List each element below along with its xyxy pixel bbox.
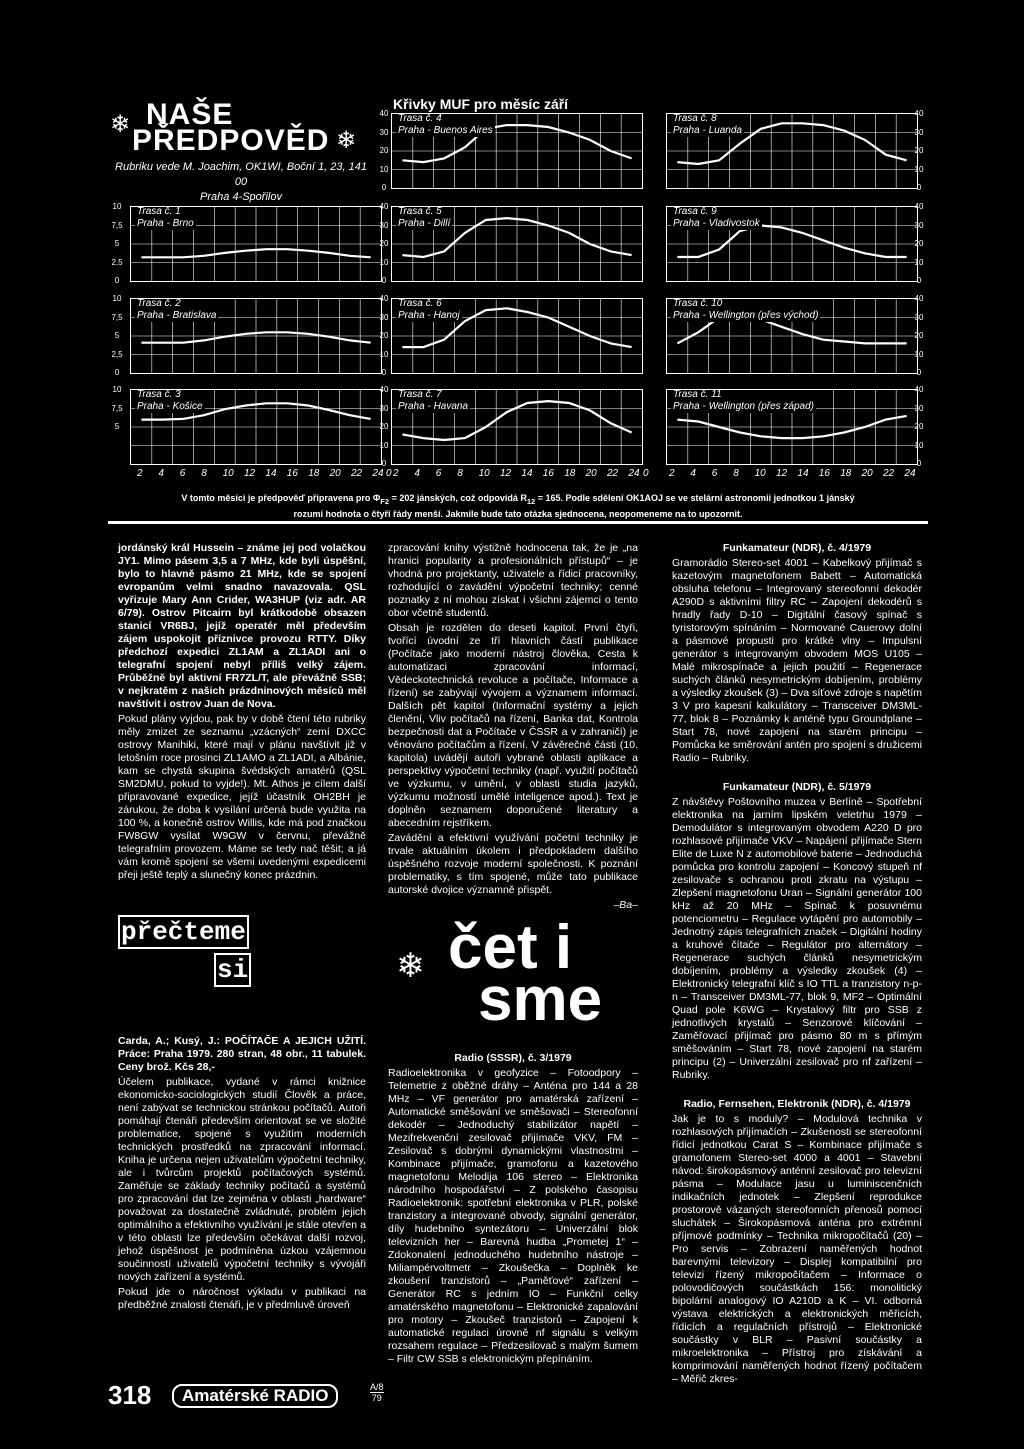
x-tick: 24 xyxy=(372,468,384,479)
magazine-logo: Amatérské RADIO xyxy=(172,1384,338,1408)
footer xyxy=(108,1380,408,1416)
route-name: Praha - Košice xyxy=(137,401,203,412)
x-tick: 20 xyxy=(861,468,873,479)
muf-chart xyxy=(391,298,643,374)
issue-bottom: 79 xyxy=(371,1393,382,1403)
x-tick: 10 xyxy=(222,468,234,479)
x-tick: 16 xyxy=(286,468,298,479)
dx-news-paragraph: jordánský král Hussein – známe jej pod volačkou JY1. Mimo pásem 3,5 a 7 MHz, kde byli úspěšní, bylo to hlavně pásmo 21 MHz, kde se spojení evropanům velmi snadno navazovala. QSL vyřizuje Mary Ann Crider, WA3HUP (viz adr. AR 6/79). Ostrov Pitcairn byl krátkodobě obsazen stanicí VR6BJ, jejíž operatér měl především zájem uspokojit příznivce provozu RTTY. Díky předchozí expedici ZL1AM a ZL1ADI ani o telegrafní spojení nebyl příliš velký zájem. Průběžně byl aktivní FR7ZL/T, ale převážně SSB; v nejkratěm z našich prázdninových měsíců měl navštívit i ostrov Juan de Nova. xyxy=(118,542,366,710)
chart-label xyxy=(135,298,218,322)
column-1 xyxy=(118,542,366,884)
y-tick-right: 30 xyxy=(914,312,924,322)
route-name: Praha - Vladivostok xyxy=(673,218,760,229)
book-review-paragraph-2: Pokud jde o náročnost výkladu v publikaci na předběžné znalosti čtenáři, je v předmluvě úroveň xyxy=(118,1286,366,1311)
y-tick-mid: 40 xyxy=(379,294,389,303)
y-tick-right: 20 xyxy=(914,331,924,340)
route-number: Trasa č. 5 xyxy=(398,206,442,217)
muf-chart xyxy=(666,206,918,282)
x-tick: 22 xyxy=(607,468,619,479)
rfe-contents: Jak je to s moduly? – Modulová technika v rozhlasových přijímačích – Zkušenosti se stereofonní řídicí jednotkou Carat S – Kombinace přijímače s gramofonem Stereo-set 4000 a 4001 – Stavební návod: širokopásmový anténní zesilovač pro televizní pásma – Modulace jasu u luminiscenčních indikačních jednotek – Zlepšení reprodukce prostorově vázaných stereofonních přenosů pomocí sluchátek – Širokopásmová anténa pro extrémní příjmové podmínky – Technika mikropočítačů (20) – Pro servis – Zobrazení naměřených hodnot barevnými televizory – Displej kompatibilní pro televizi řízený mikropočítačem – Informace o polovodičových součástkách 156: monolitický bipolární analogový IO A210D a K – VI. odborná výstava elektrických a elektronických měřicích, řídicích a regulačních přístrojů – Elektronické součástky v BLR – Pasivní součástky a mikroelektronika – Přístroj pro získávání a komprimování naměřených hodnot řízený počítačem – Měřič zkres- xyxy=(672,1113,922,1385)
y-tick-mid: 20 xyxy=(379,331,389,340)
rfe-heading: Radio, Fernsehen, Elektronik (NDR), č. 4/1979 xyxy=(683,1098,911,1110)
y-tick-right: 0 xyxy=(916,459,922,468)
x-tick: 8 xyxy=(457,468,463,479)
note-text-b: = 202 jánských, což odpovídá R xyxy=(389,493,527,503)
y-tick-right: 30 xyxy=(914,127,924,137)
note-sub-f2: F2 xyxy=(380,496,390,506)
y-tick-mid: 0 xyxy=(381,276,387,285)
column-credit xyxy=(110,160,372,205)
y-tick-right: 0 xyxy=(916,276,922,285)
cetli-jsme-logo xyxy=(388,913,628,1034)
muf-chart xyxy=(666,389,918,465)
x-tick: 10 xyxy=(754,468,766,479)
muf-chart xyxy=(130,298,382,374)
muf-chart xyxy=(130,389,382,465)
y-tick-mid: 0 xyxy=(381,459,387,468)
y-tick-mid: 20 xyxy=(379,239,389,248)
note-text-a: V tomto měsíci je předpověď připravena pro Φ xyxy=(181,493,381,503)
route-number: Trasa č. 9 xyxy=(673,206,717,217)
y-tick-left: 7,5 xyxy=(111,220,123,230)
y-tick-left: 5 xyxy=(114,239,120,248)
x-tick: 4 xyxy=(158,468,164,479)
precteme-si-logo xyxy=(117,915,363,985)
x-tick: 0 xyxy=(386,468,392,479)
y-tick-right: 10 xyxy=(914,257,924,267)
route-number: Trasa č. 11 xyxy=(673,389,722,400)
y-tick-left: 10 xyxy=(112,202,122,211)
x-tick: 8 xyxy=(201,468,207,479)
y-tick-mid: 30 xyxy=(379,127,389,137)
x-tick: 12 xyxy=(500,468,512,479)
credit-line2: Praha 4-Spořilov xyxy=(200,191,282,203)
route-number: Trasa č. 8 xyxy=(673,113,717,124)
sme-word: sme xyxy=(478,965,603,1034)
y-tick-mid: 10 xyxy=(379,257,389,267)
chart-label xyxy=(671,298,820,322)
x-tick: 4 xyxy=(414,468,420,479)
y-tick-right: 20 xyxy=(914,239,924,248)
y-tick-mid: 0 xyxy=(381,183,387,192)
y-tick-right: 30 xyxy=(914,220,924,230)
forecast-note xyxy=(108,492,928,521)
cet-word: čet i xyxy=(448,913,573,982)
radio-contents: Radioelektronika v geofyzice – Fotoodpory – Telemetrie z oběžné dráhy – Anténa pro 144 a 28 MHz – VF generátor pro amatérská zařízení – Automatické směšování ve směšovači – Stereofonní dekodér – Jednoduchý stabilizátor napětí – Mezifrekvenční zesilovač přijímače VKV, FM – Zesilovač s dobrými dynamickými vlastnostmi – Kombinace přijímače, gramofonu a kazetového magnetofonu Melodija 106 stereo – Elektronika národního hospodářství – Z polského časopisu Radioelektronik: spotřební elektronika v PLR, polské tranzistory a integrované obvody, signální generátor, díly hudebního syntezátoru – Univerzální blok televizních her – Barevná hudba „Prometej 1“ – Zdokonalení jednoduchého hudebního nástroje – Miliampérvoltmetr – Zkoušečka – Doplněk ke zkoušení tranzistorů – „Paměťové“ zařízení – Generátor RC s jedním IO – Funkční celky amatérského magnetofonu – Elektronické zapalování pro motory – Zkoušeč tranzistorů – Zapojení k automatické regulaci úrovně nf signálu s velkým rozsahem regulace – Předzesilovač s malým šumem – Filtr CW SSB s elektronickým přepínáním. xyxy=(388,1067,638,1365)
y-tick-left: 5 xyxy=(114,331,120,340)
muf-chart xyxy=(666,113,918,189)
route-number: Trasa č. 1 xyxy=(137,206,181,217)
issue-top: A/8 xyxy=(370,1382,384,1392)
x-tick: 14 xyxy=(265,468,277,479)
x-tick: 6 xyxy=(711,468,718,479)
x-tick: 14 xyxy=(797,468,809,479)
chart-label xyxy=(671,389,816,413)
y-tick-right: 10 xyxy=(914,164,924,174)
y-tick-mid: 20 xyxy=(379,422,389,431)
route-number: Trasa č. 6 xyxy=(398,298,442,309)
y-tick-right: 40 xyxy=(914,202,924,211)
book-reference: Carda, A.; Kusý, J.: POČÍTAČE A JEJICH UŽITÍ. Práce: Praha 1979. 280 stran, 48 obr., 11 tabulek. Ceny brož. Kčs 28,- xyxy=(118,1035,366,1073)
y-tick-mid: 40 xyxy=(379,202,389,211)
review-paragraph-2: Obsah je rozdělen do deseti kapitol. První čtyři, tvořící úvodní ze tří hlavních částí publikace (Počítače jako moderní nástroj člověka, Cesta k automatizaci zpracování informací, Vědeckotechnická revoluce a počítače, Informace a řízení) se zabývají vývojem a významem informací. Dalších pět kapitol (Informační systémy a jejich členění, Vliv počítačů na řízení, Banka dat, Kontrola bezpečnosti dat a Počítače v ČSSR a v zahraničí) je věnováno počítačům a řízení. V závěrečné části (10. kapitola) uvádějí autoři vybrané oblasti aplikace a perspektivy výpočetní techniky (např. využití počítačů ve výzkumu, v umění, v oblasti studia jazyků, výzkumu možností umělé inteligence apod.). Text je doplněn seznamem doporučené literatury a abecedním rejstříkem. xyxy=(388,622,638,829)
route-name: Praha - Hanoj xyxy=(398,310,460,321)
route-number: Trasa č. 7 xyxy=(398,389,442,400)
muf-chart xyxy=(391,206,643,282)
y-tick-right: 20 xyxy=(914,422,924,431)
x-tick: 18 xyxy=(308,468,320,479)
column-1-lower xyxy=(118,1035,366,1314)
precteme-word: přečteme xyxy=(118,915,249,949)
x-tick: 22 xyxy=(883,468,895,479)
y-tick-left: 2,5 xyxy=(111,349,123,359)
column-3 xyxy=(672,542,922,1388)
dx-plans-paragraph: Pokud plány vyjdou, pak by v době čtení této rubriky měly zmizet ze seznamu „vzácných“ zemí DXCC ostrovy Manihiki, které mají v plánu navštívit již v letošním roce prosinci ZL1AMO a ZL1ADI, a Albánie, kam se chystá skupina švédských amatérů (QSL SM2DMU, pokud to vyjde!). Mt. Athos je cílem další připravované expedice, jejíž účastník OH2BH je zárukou, že doba k vysílání určená bude využita na 100 %, a konečně ostrov Willis, kde má pod značkou FW8GW vysílat W9GW v červnu, převážně telegrafním provozem. Máme se tedy nač těšit; a já vám kromě spojení se všemi uvedenými expedicemi přeji ještě teplý a slunečný konec prázdnin. xyxy=(118,713,366,881)
y-tick-mid: 10 xyxy=(379,164,389,174)
funkamateur-5-heading: Funkamateur (NDR), č. 5/1979 xyxy=(722,781,872,793)
x-tick: 12 xyxy=(776,468,788,479)
y-tick-left: 7,5 xyxy=(111,312,123,322)
x-tick: 2 xyxy=(669,468,675,479)
chart-label xyxy=(671,113,744,137)
column-2-lower xyxy=(388,1052,638,1368)
muf-chart xyxy=(666,298,918,374)
y-tick-right: 10 xyxy=(914,349,924,359)
route-name: Praha - Havana xyxy=(398,401,469,412)
x-tick: 18 xyxy=(564,468,576,479)
book-review-paragraph: Účelem publikace, vydané v rámci knižnice ekonomicko-sociologických studií Člověk a práce, není zabývat se technickou stránkou počítačů. Autoři pomáhají čtenáři především orientovat se ve složité problematice, spojené s využitím moderních technických prostředků na zpracování informací. Kniha je určena nejen uživatelům výpočetní techniky, ale i tvůrcům projektů počítačových systémů. Zaměřuje se základy techniky počítačů a systémů pro zpracování dat lze zejména v oblasti „hardware“ považovat za dostatečně zvládnuté, problém jejich optimálního a efektivního využívání je stále otevřen a v této oblasti lze především očekávat další rozvoj, jehož úspěšnost je podmíněna úzkou vzájemnou součinností uživatelů výpočetní techniky s vývojáři nových zařízení a systémů. xyxy=(118,1076,366,1283)
page-number: 318 xyxy=(108,1380,152,1410)
route-name: Praha - Bratislava xyxy=(137,310,217,321)
x-tick: 10 xyxy=(478,468,490,479)
y-tick-left: 0 xyxy=(114,276,120,285)
note-text-c: = 165. Podle sdělení OK1AOJ se ve stelární astronomii jednotkou 1 jánský xyxy=(535,493,855,503)
chart-label xyxy=(396,389,470,413)
route-name: Praha - Wellington (přes západ) xyxy=(673,401,814,412)
radio-heading: Radio (SSSR), č. 3/1979 xyxy=(454,1052,572,1064)
divider xyxy=(108,521,928,524)
route-name: Praha - Luanda xyxy=(673,125,742,136)
review-signature: –Ba– xyxy=(613,899,638,911)
x-tick: 0 xyxy=(643,468,649,479)
x-tick: 6 xyxy=(179,468,186,479)
y-tick-right: 0 xyxy=(916,368,922,377)
muf-chart xyxy=(130,206,382,282)
review-paragraph-1: zpracování knihy výstižně hodnocena tak, že je „na hranici popularity a profesionálních přístupů“ – je vhodná pro projektanty, uživatele a řídicí pracovníky, rozhodující o zavádění výpočetní techniky; cenné poznatky z ní mohou získat i všichni zájemci o tento obor včetně studentů. xyxy=(388,542,638,619)
y-tick-mid: 10 xyxy=(379,440,389,450)
y-tick-right: 40 xyxy=(914,109,924,118)
y-tick-mid: 40 xyxy=(379,385,389,394)
route-number: Trasa č. 2 xyxy=(137,298,181,309)
route-number: Trasa č. 10 xyxy=(673,298,723,309)
y-tick-mid: 30 xyxy=(379,220,389,230)
x-tick: 18 xyxy=(840,468,852,479)
y-tick-right: 30 xyxy=(914,403,924,413)
review-paragraph-3: Zavádění a efektivní využívání početní techniky je trvale aktuálním úkolem i předpokladem dalšího úspěšného rozvoje moderní společnosti. K poznání problematiky, s tím spojené, může tato publikace autorské dvojice významně přispět. xyxy=(388,832,638,896)
y-tick-mid: 30 xyxy=(379,403,389,413)
y-tick-right: 0 xyxy=(916,183,922,192)
y-tick-mid: 10 xyxy=(379,349,389,359)
y-tick-right: 40 xyxy=(914,294,924,303)
x-tick: 20 xyxy=(585,468,597,479)
chart-label xyxy=(671,206,762,230)
page-title-line2: PŘEDPOVĚD xyxy=(132,124,330,157)
x-tick: 2 xyxy=(393,468,399,479)
snowflake-icon: ❄ xyxy=(396,947,425,985)
issue-number xyxy=(370,1382,384,1403)
muf-chart xyxy=(391,389,643,465)
x-tick: 6 xyxy=(435,468,442,479)
chart-label xyxy=(135,206,196,230)
x-tick: 24 xyxy=(628,468,640,479)
x-tick: 4 xyxy=(690,468,696,479)
route-number: Trasa č. 4 xyxy=(398,113,442,124)
route-name: Praha - Buenos Aires xyxy=(398,125,493,136)
muf-chart xyxy=(391,113,643,189)
credit-line1: Rubriku vede M. Joachim, OK1WI, Boční 1, 23, 141 00 xyxy=(115,161,367,188)
x-tick: 12 xyxy=(244,468,256,479)
chart-label xyxy=(135,389,205,413)
si-word: si xyxy=(214,953,251,987)
funkamateur-4-heading: Funkamateur (NDR), č. 4/1979 xyxy=(722,542,872,554)
y-tick-right: 10 xyxy=(914,440,924,450)
x-tick: 20 xyxy=(329,468,341,479)
y-tick-left: 10 xyxy=(112,385,122,394)
charts-title: Křivky MUF pro měsíc září xyxy=(393,96,569,112)
x-tick: 16 xyxy=(542,468,554,479)
column-2 xyxy=(388,542,638,914)
y-tick-mid: 40 xyxy=(379,109,389,118)
x-tick: 22 xyxy=(351,468,363,479)
x-tick: 14 xyxy=(521,468,533,479)
y-tick-left: 5 xyxy=(114,422,120,431)
page-title-line1: NAŠE xyxy=(146,98,234,131)
funkamateur-5-contents: Z návštěvy Poštovního muzea v Berlíně – Spotřební elektronika na jarním lipském veletrhu 1979 – Demodulátor s integrovaným obvodem A220 D pro rozhlasové přijímače VKV – Napájení přijímače Stern Elite de Luxe N z automobilové baterie – Jednoduchá pomůcka pro kontrolu zapojení – Koncový stupeň nf zesilovače s ochranou proti zkratu na výstupu – Zlepšení magnetofonu Uran – Signální generátor 100 kHz až 20 MHz – Spínač k posuvnému potenciometru – Regulace vytápění pro automobily – Jednotný zápis telegrafních značek – Digitální hodiny a kruhové čítače – Regulátor pro alternátory – Regenerace suchých článků nesymetrickým dobíjením, problémy a výsledky zkoušek (4) – Elektronický telegrafní klíč s IO TTL a tranzistory n-p-n – Transceiver DM3ML-77, blok 9, MF2 – Optimální Quad pole K6WG – Krystalový filtr pro SSB z jednotlivých krystalů – Senzorové klíčování – Zaměřovací přijímač pro pásmo 80 m s přímým směšováním – Start 78, nové zapojení na starém principu (2) – Univerzální zesilovač pro nf zařízení – Rubriky. xyxy=(672,796,922,1081)
y-tick-right: 40 xyxy=(914,385,924,394)
funkamateur-4-contents: Gramorádio Stereo-set 4001 – Kabelkový přijímač s kazetovým magnetofonem Babett – Automatická obsluha telefonu – Integrovaný stereofonní dekodér A290D s aktivními filtry RC – Zapojení dekodérů s hradly řady D-10 – Digitální časový spínač s tyristorovým spínáním – Normované Cauerovy dolní a pásmové propusti pro krátké vlny – Impulsní generátor s integrovaným obvodem MOS U105 – Malé mikrospínače a jejich použití – Regenerace suchých článků nesymetrickým dobíjením, problémy a výsledky zkoušek (3) – Dva síťové zdroje s napětím 3 V pro kapesní kalkulátory – Transceiver DM3ML-77, blok 8 – Poznámky k anténě typu Groundplane – Start 78, nové zapojení na starém principu – Pomůcka ke směrování antén pro spojení s družicemi Radio – Rubriky. xyxy=(672,557,922,764)
y-tick-right: 20 xyxy=(914,146,924,155)
note-line2: rozumí hodnota o čtyři řády menší. Jakmile bude tato otázka sjednocena, neopomeneme na to upozornit. xyxy=(293,508,743,519)
chart-label xyxy=(396,113,495,137)
y-tick-mid: 20 xyxy=(379,146,389,155)
x-tick: 24 xyxy=(904,468,916,479)
y-tick-mid: 0 xyxy=(381,368,387,377)
route-name: Praha - Wellington (přes východ) xyxy=(673,310,819,321)
chart-label xyxy=(396,298,462,322)
route-number: Trasa č. 3 xyxy=(137,389,181,400)
route-name: Praha - Brno xyxy=(137,218,194,229)
y-tick-left: 2,5 xyxy=(111,257,123,267)
route-name: Praha - Dillí xyxy=(398,218,451,229)
snowflake-icon: ❄ xyxy=(110,111,131,138)
x-tick: 2 xyxy=(137,468,143,479)
chart-label xyxy=(396,206,452,230)
x-tick: 8 xyxy=(733,468,739,479)
y-tick-left: 10 xyxy=(112,294,122,303)
x-tick: 16 xyxy=(818,468,830,479)
y-tick-left: 0 xyxy=(114,368,120,377)
note-sub-12: 12 xyxy=(526,496,536,506)
y-tick-mid: 30 xyxy=(379,312,389,322)
snowflake-icon: ❄ xyxy=(336,127,357,154)
y-tick-left: 7,5 xyxy=(111,403,123,413)
